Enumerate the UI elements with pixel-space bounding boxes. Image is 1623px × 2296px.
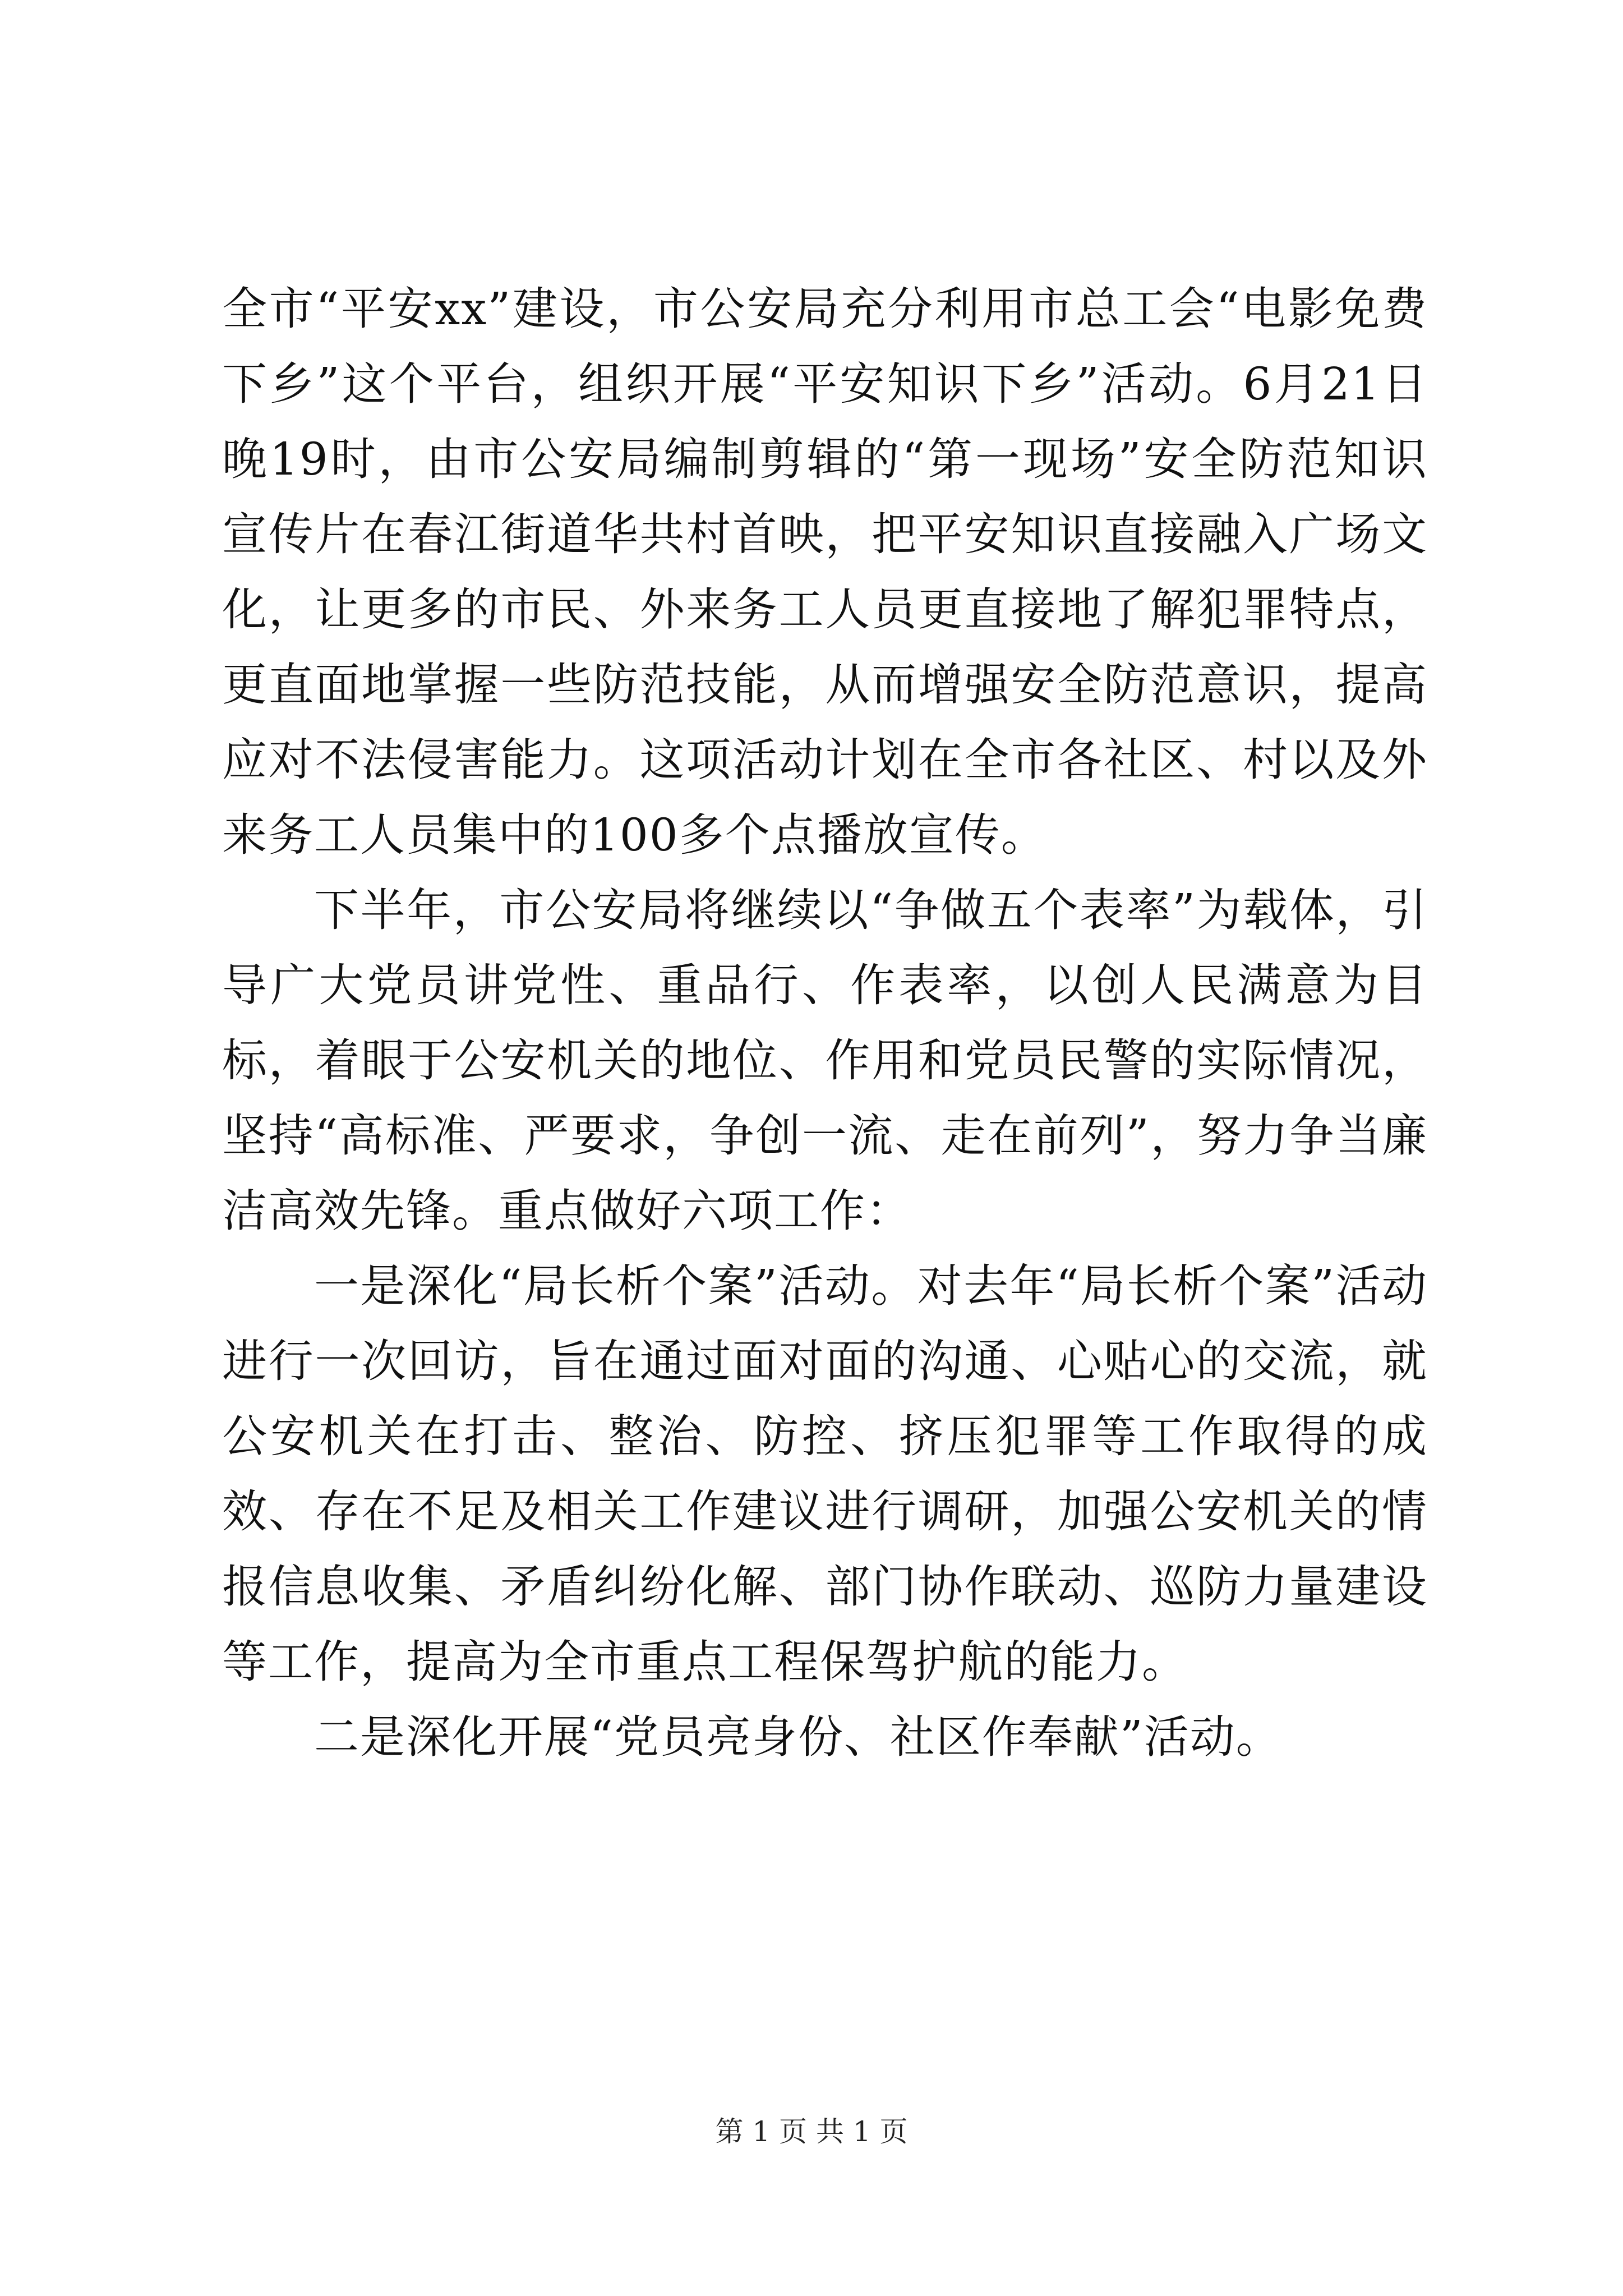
paragraph-item-two: 二是深化开展“党员亮身份、社区作奉献”活动。 bbox=[314, 1711, 1282, 1763]
paragraph-second-half-plan: 下半年，市公安局将继续以“争做五个表率”为载体，引导广大党员讲党性、重品行、作表率，以创人民满意为目标，着眼于公安机关的地位、作用和党员民警的实际情况，坚持“高标准、严要求，争创一流、走在前列”，努力争当廉洁高效先锋。重点做好六项工作： bbox=[222, 884, 1428, 1237]
paragraph-continuation: 全市“平安xx”建设，市公安局充分利用市总工会“电影免费下乡”这个平台，组织开展“平安知识下乡”活动。6月21日晚19时，由市公安局编制剪辑的“第一现场”安全防范知识宣传片在春江街道华共村首映，把平安知识直接融入广场文化，让更多的市民、外来务工人员更直接地了解犯罪特点，更直面地掌握一些防范技能，从而增强安全防范意识，提高应对不法侵害能力。这项活动计划在全市各社区、村以及外来务工人员集中的100多个点播放宣传。 bbox=[222, 283, 1428, 861]
document-body bbox=[222, 272, 1428, 1775]
page-number-footer: 第 1 页 共 1 页 bbox=[715, 2115, 908, 2148]
paragraph-item-one: 一是深化“局长析个案”活动。对去年“局长析个案”活动进行一次回访，旨在通过面对面的沟通、心贴心的交流，就公安机关在打击、整治、防控、挤压犯罪等工作取得的成效、存在不足及相关工作建议进行调研，加强公安机关的情报信息收集、矛盾纠纷化解、部门协作联动、巡防力量建设等工作，提高为全市重点工程保驾护航的能力。 bbox=[222, 1260, 1428, 1688]
